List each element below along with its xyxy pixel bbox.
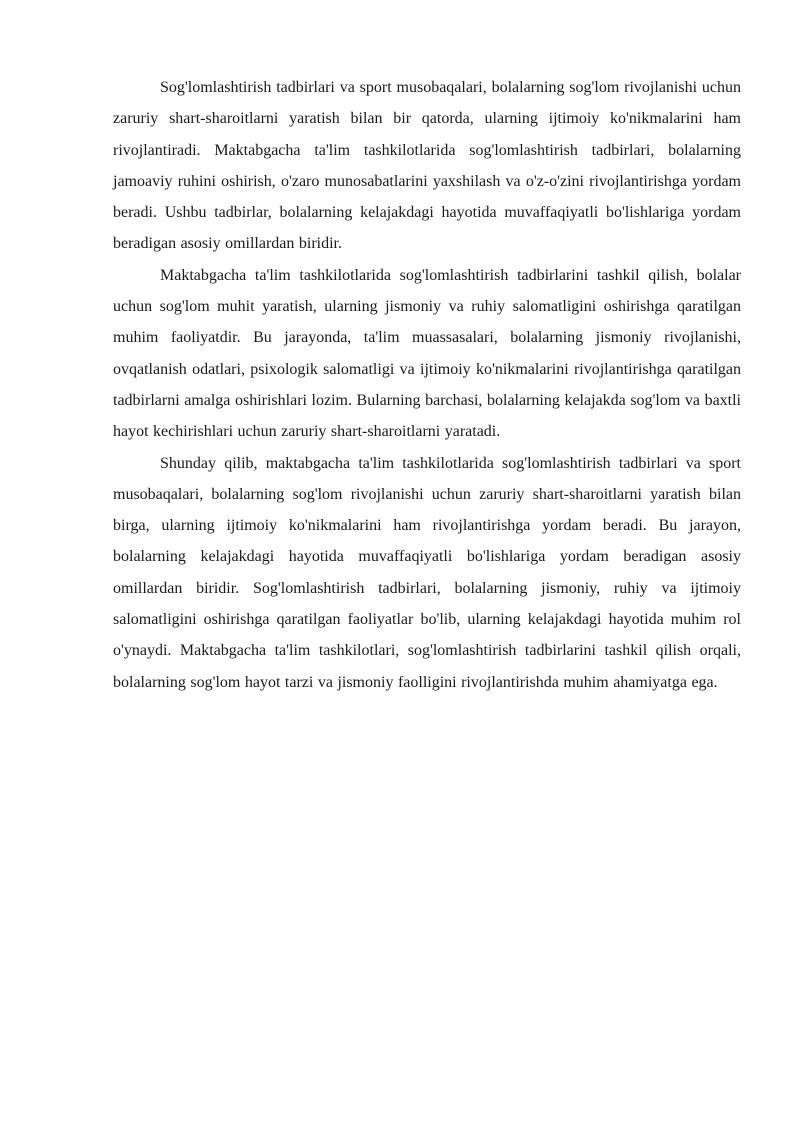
paragraph-1: Sog'lomlashtirish tadbirlari va sport musobaqalari, bolalarning sog'lom rivojlanishi uchun zaruriy shart-sharoitlarni yaratish bilan bir qatorda, ularning ijtimoiy ko'nikmalarini ham rivojlantiradi. Maktabgacha ta'lim tashkilotlarida sog'lomlashtirish tadbirlari, bolalarning jamoaviy ruhini oshirish, o'zaro munosabatlarini yaxshilash va o'z-o'zini rivojlantirishga yordam beradi. Ushbu tadbirlar, bolalarning kelajakdagi hayotida muvaffaqiyatli bo'lishlariga yordam beradigan asosiy omillardan biridir.	[113, 79, 741, 253]
paragraph-3: Shunday qilib, maktabgacha ta'lim tashkilotlarida sog'lomlashtirish tadbirlari va sport musobaqalari, bolalarning sog'lom rivojlanishi uchun zaruriy shart-sharoitlarni yaratish bilan birga, ularning ijtimoiy ko'nikmalarini ham rivojlantirishga yordam beradi. Bu jarayon, bolalarning kelajakdagi hayotida muvaffaqiyatli bo'lishlariga yordam beradigan asosiy omillardan biridir. Sog'lomlashtirish tadbirlari, bolalarning jismoniy, ruhiy va ijtimoiy salomatligini oshirishga qaratilgan faoliyatlar bo'lib, ularning kelajakdagi hayotida muhim rol o'ynaydi. Maktabgacha ta'lim tashkilotlari, sog'lomlashtirish tadbirlarini tashkil qilish orqali, bolalarning sog'lom hayot tarzi va jismoniy faolligini rivojlantirishda muhim ahamiyatga ega.	[113, 454, 741, 691]
paragraph-2: Maktabgacha ta'lim tashkilotlarida sog'lomlashtirish tadbirlarini tashkil qilish, bolalar uchun sog'lom muhit yaratish, ularning jismoniy va ruhiy salomatligini oshirishga qaratilgan muhim faoliyatdir. Bu jarayonda, ta'lim muassasalari, bolalarning jismoniy rivojlanishi, ovqatlanish odatlari, psixologik salomatligi va ijtimoiy ko'nikmalarini rivojlantirishga qaratilgan tadbirlarni amalga oshirishlari lozim. Bularning barchasi, bolalarning kelajakda sog'lom va baxtli hayot kechirishlari uchun zaruriy shart-sharoitlarni yaratadi.	[113, 266, 741, 441]
document-body	[113, 72, 741, 698]
